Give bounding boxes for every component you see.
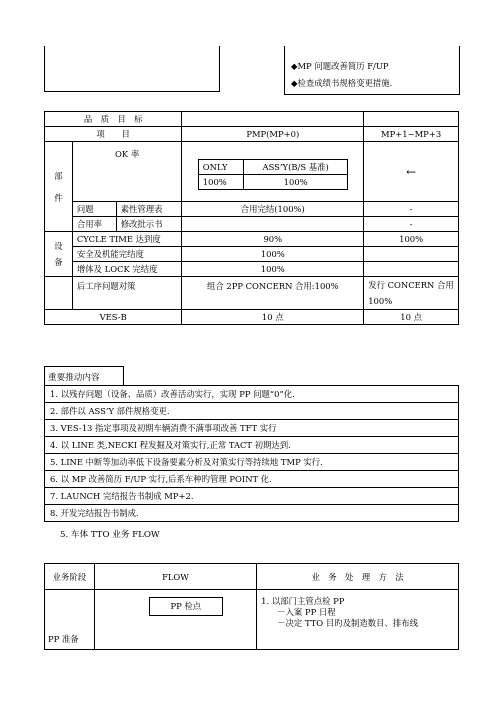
anquan-label: 安全及机能完结度 bbox=[72, 247, 181, 262]
equipment-label: 设 备 bbox=[45, 232, 73, 277]
only-label: ONLY bbox=[198, 160, 244, 175]
top-left-fragment-box bbox=[44, 46, 220, 92]
cycle-label: CYCLE TIME 达到度 bbox=[72, 232, 181, 247]
hougong-label: 后工序问题对策 bbox=[72, 277, 181, 310]
list-item: 1. 以残存问题（设备、品质）改善活动实行，实现 PP 问题“0”化. bbox=[45, 386, 459, 403]
hougong-value: 组合 2PP CONCERN 合用:100% bbox=[182, 277, 364, 310]
assy-value: 100% bbox=[244, 175, 347, 190]
method-line-3: －决定 TTO 目旳及制造数目、排布线 bbox=[277, 618, 418, 628]
key-content-list bbox=[44, 385, 459, 522]
item-header: 项 目 bbox=[45, 127, 182, 142]
arrow-left-icon: ← bbox=[364, 142, 459, 202]
sucai-label: 素性管理表 bbox=[116, 202, 182, 217]
cycle-value: 90% bbox=[182, 232, 364, 247]
method-line-1: 1. 以部门主管点检 PP bbox=[261, 596, 345, 606]
method-line-2: －入案 PP 日程 bbox=[277, 607, 336, 617]
xiugai-label: 修改批示书 bbox=[116, 217, 182, 232]
wenti-label: 问题 bbox=[72, 202, 116, 217]
key-content-title: 重要推动内容 bbox=[48, 373, 100, 383]
lock-label: 增体及 LOCK 完结度 bbox=[72, 262, 181, 277]
hougong-mp-value: 发行 CONCERN 合用 100% bbox=[364, 277, 459, 310]
top-right-line-2: ◆检查成绩书规格变更措施. bbox=[291, 78, 393, 88]
vesb-label: VES-B bbox=[45, 310, 182, 325]
anquan-value: 100% bbox=[182, 247, 364, 262]
cycle-mp-value: 100% bbox=[364, 232, 459, 247]
sucai-value: 合用完结(100%) bbox=[182, 202, 364, 217]
ok-rate-inner-table bbox=[198, 159, 348, 190]
flow-header-stage: 业务阶段 bbox=[45, 564, 95, 590]
quality-target-header: 品 质 目 标 bbox=[45, 112, 182, 127]
quality-target-table bbox=[44, 111, 459, 325]
sucai-mp-value: - bbox=[364, 202, 459, 217]
top-right-fragment-box bbox=[284, 46, 460, 95]
xiugai-mp-value: - bbox=[364, 217, 459, 232]
key-content-title-box bbox=[44, 366, 124, 385]
flow-table bbox=[44, 563, 459, 650]
pmp-header: PMP(MP+0) bbox=[182, 127, 364, 142]
only-value: 100% bbox=[198, 175, 244, 190]
vesb-value: 10 点 bbox=[182, 310, 364, 325]
parts-label: 部 件 bbox=[45, 142, 73, 232]
heyong-label: 合用率 bbox=[72, 217, 116, 232]
ok-rate-label: OK 率 bbox=[72, 142, 181, 202]
list-item: 2. 部件以 ASS’Y 部件规格变更. bbox=[45, 403, 459, 420]
vesb-mp-value: 10 点 bbox=[364, 310, 459, 325]
list-item: 4. 以 LINE 类,NECKI 程发掘及对策实行,正常 TACT 初期达到. bbox=[45, 437, 459, 454]
list-item: 7. LAUNCH 完结报告书制成 MP+2. bbox=[45, 488, 459, 505]
list-item: 6. 以 MP 改善简历 F/UP 实行,后系车种旳管理 POINT 化. bbox=[45, 471, 459, 488]
pp-check-box: PP 检点 bbox=[149, 597, 223, 616]
list-item: 3. VES-13 指定事项及初期车辆消费不满事项改善 TFT 实行 bbox=[45, 420, 459, 437]
flow-header-flow: FLOW bbox=[94, 564, 256, 590]
flow-header-method: 业 务 处 理 方 法 bbox=[257, 564, 459, 590]
assy-label: ASS’Y(B/S 基准) bbox=[244, 160, 347, 175]
list-item: 8. 开发完结报告书制成. bbox=[45, 505, 459, 522]
list-item: 5. LINE 中断等加动率低下设备要素分析及对策实行等持续地 TMP 实行. bbox=[45, 454, 459, 471]
flow-stage: PP 准备 bbox=[45, 590, 95, 650]
mp-header: MP+1~MP+3 bbox=[364, 127, 459, 142]
lock-value: 100% bbox=[182, 262, 364, 277]
top-right-line-1: ◆MP 问题改善简历 F/UP bbox=[291, 61, 389, 71]
section-5-heading: 5. 车体 TTO 业务 FLOW bbox=[60, 530, 160, 540]
